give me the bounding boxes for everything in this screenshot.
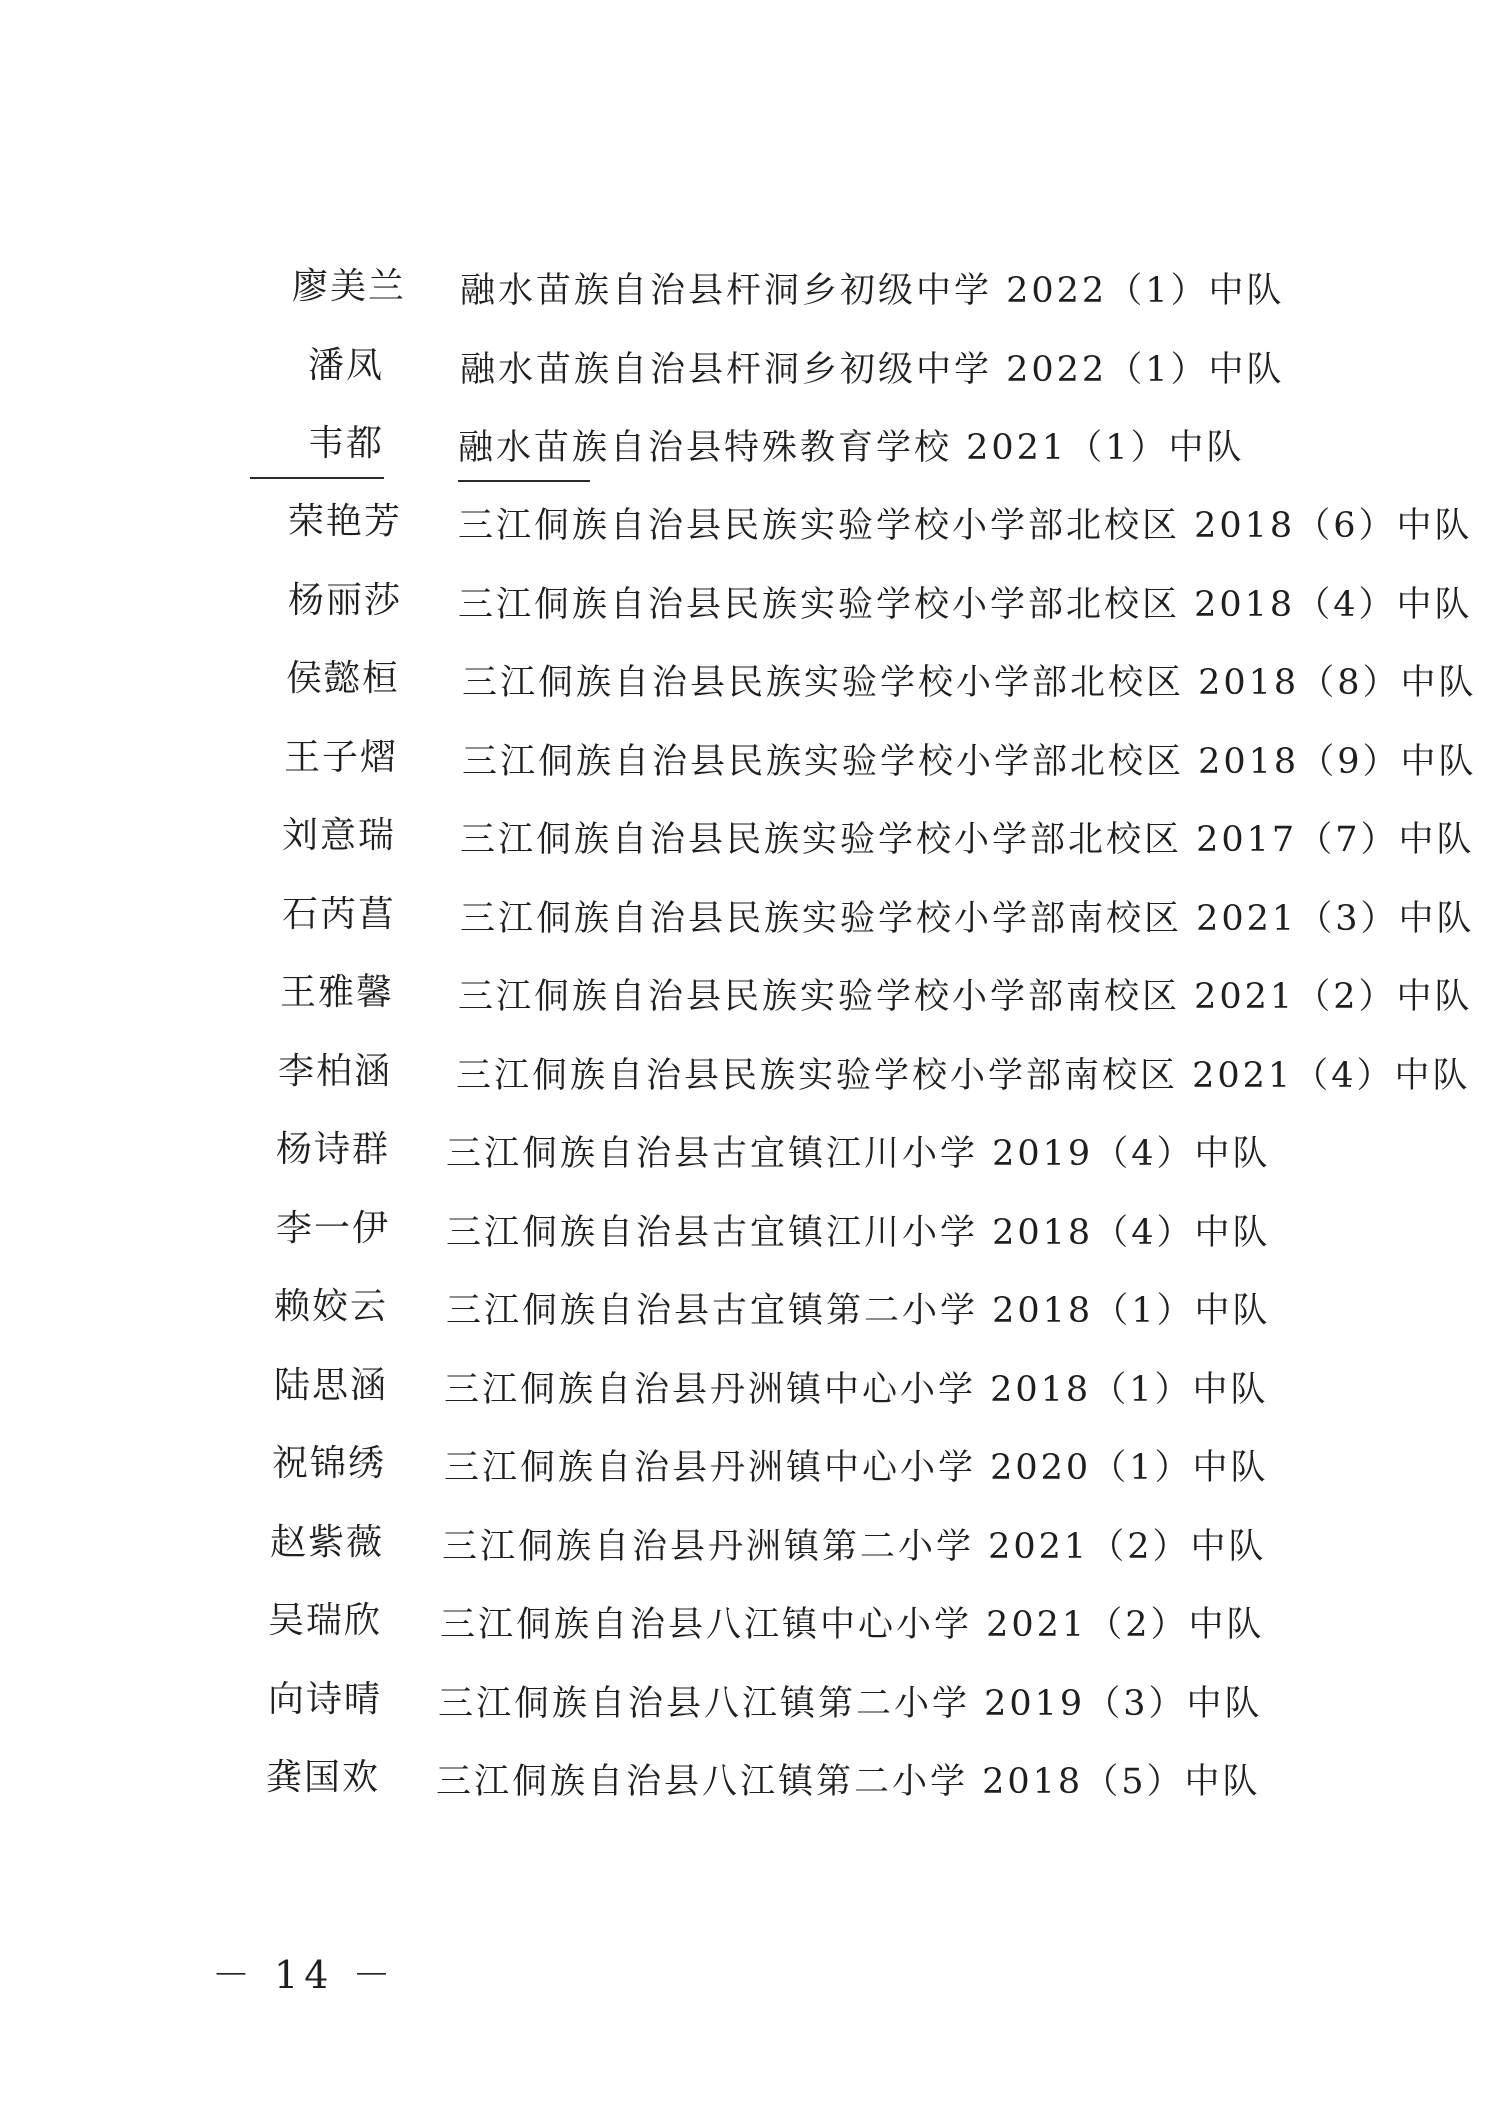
- honoree-name: 王雅馨: [280, 972, 395, 1013]
- list-item: [0, 968, 1488, 1028]
- list-item: [0, 1675, 1488, 1735]
- list-item: [0, 262, 1488, 322]
- honoree-unit: 三江侗族自治县民族实验学校小学部北校区 2018（4）中队: [458, 585, 1473, 625]
- honoree-name: 吴瑞欣: [268, 1600, 383, 1641]
- list-item: [0, 1518, 1488, 1578]
- honoree-unit: 三江侗族自治县古宜镇第二小学 2018（1）中队: [446, 1291, 1271, 1331]
- honoree-unit: 三江侗族自治县民族实验学校小学部南校区 2021（4）中队: [456, 1056, 1471, 1096]
- honoree-unit: 三江侗族自治县丹洲镇中心小学 2018（1）中队: [444, 1370, 1269, 1410]
- honoree-name: 刘意瑞: [282, 815, 397, 856]
- honoree-name: 石芮菖: [282, 894, 397, 935]
- list-item: [0, 1282, 1488, 1342]
- honoree-unit: 三江侗族自治县民族实验学校小学部北校区 2018（9）中队: [462, 742, 1477, 782]
- honoree-name: 向诗晴: [268, 1679, 383, 1720]
- list-item: [0, 654, 1488, 714]
- honoree-name: 李柏涵: [278, 1051, 393, 1092]
- section-divider-left: [250, 477, 384, 479]
- honoree-name: 李一伊: [276, 1208, 391, 1249]
- honoree-unit: 融水苗族自治县杆洞乡初级中学 2022（1）中队: [460, 271, 1285, 311]
- list-item: [0, 1361, 1488, 1421]
- honoree-unit: 三江侗族自治县民族实验学校小学部南校区 2021（2）中队: [458, 977, 1473, 1017]
- honoree-name: 荣艳芳: [288, 501, 403, 542]
- honoree-unit: 三江侗族自治县古宜镇江川小学 2019（4）中队: [446, 1134, 1271, 1174]
- honoree-name: 杨丽莎: [288, 580, 403, 621]
- honoree-unit: 三江侗族自治县八江镇第二小学 2018（5）中队: [436, 1762, 1261, 1802]
- honoree-unit: 三江侗族自治县丹洲镇第二小学 2021（2）中队: [442, 1527, 1267, 1567]
- list-item: [0, 1047, 1488, 1107]
- list-item: [0, 576, 1488, 636]
- list-item: [0, 1753, 1488, 1813]
- list-item: [0, 497, 1488, 557]
- honoree-unit: 三江侗族自治县八江镇第二小学 2019（3）中队: [438, 1684, 1263, 1724]
- honoree-unit: 融水苗族自治县特殊教育学校 2021（1）中队: [458, 428, 1245, 468]
- honoree-name: 祝锦绣: [272, 1443, 387, 1484]
- list-item: [0, 341, 1488, 401]
- honoree-unit: 三江侗族自治县丹洲镇中心小学 2020（1）中队: [444, 1448, 1269, 1488]
- honoree-name: 王子熠: [284, 737, 399, 778]
- honoree-unit: 融水苗族自治县杆洞乡初级中学 2022（1）中队: [460, 350, 1285, 390]
- list-item: [0, 890, 1488, 950]
- list-item: [0, 419, 1488, 479]
- honoree-name: 赵紫薇: [270, 1522, 385, 1563]
- list-item: [0, 811, 1488, 871]
- section-divider-right: [458, 480, 590, 482]
- honoree-unit: 三江侗族自治县八江镇中心小学 2021（2）中队: [440, 1605, 1265, 1645]
- honoree-name: 潘凤: [308, 345, 385, 386]
- list-item: [0, 1596, 1488, 1656]
- honoree-name: 杨诗群: [276, 1129, 391, 1170]
- honoree-unit: 三江侗族自治县民族实验学校小学部北校区 2018（6）中队: [458, 506, 1473, 546]
- honoree-name: 廖美兰: [292, 266, 407, 307]
- honoree-name: 侯懿桓: [286, 658, 401, 699]
- honoree-name: 陆思涵: [274, 1365, 389, 1406]
- honoree-unit: 三江侗族自治县古宜镇江川小学 2018（4）中队: [446, 1213, 1271, 1253]
- honoree-unit: 三江侗族自治县民族实验学校小学部北校区 2018（8）中队: [462, 663, 1477, 703]
- honoree-name: 赖姣云: [274, 1286, 389, 1327]
- list-item: [0, 1125, 1488, 1185]
- honoree-unit: 三江侗族自治县民族实验学校小学部南校区 2021（3）中队: [460, 899, 1475, 939]
- honoree-unit: 三江侗族自治县民族实验学校小学部北校区 2017（7）中队: [460, 820, 1475, 860]
- honoree-name: 韦都: [308, 423, 385, 464]
- list-item: [0, 1204, 1488, 1264]
- honoree-name: 龚国欢: [266, 1757, 381, 1798]
- list-item: [0, 1439, 1488, 1499]
- list-item: [0, 733, 1488, 793]
- page-number: － 14 －: [212, 1953, 397, 1997]
